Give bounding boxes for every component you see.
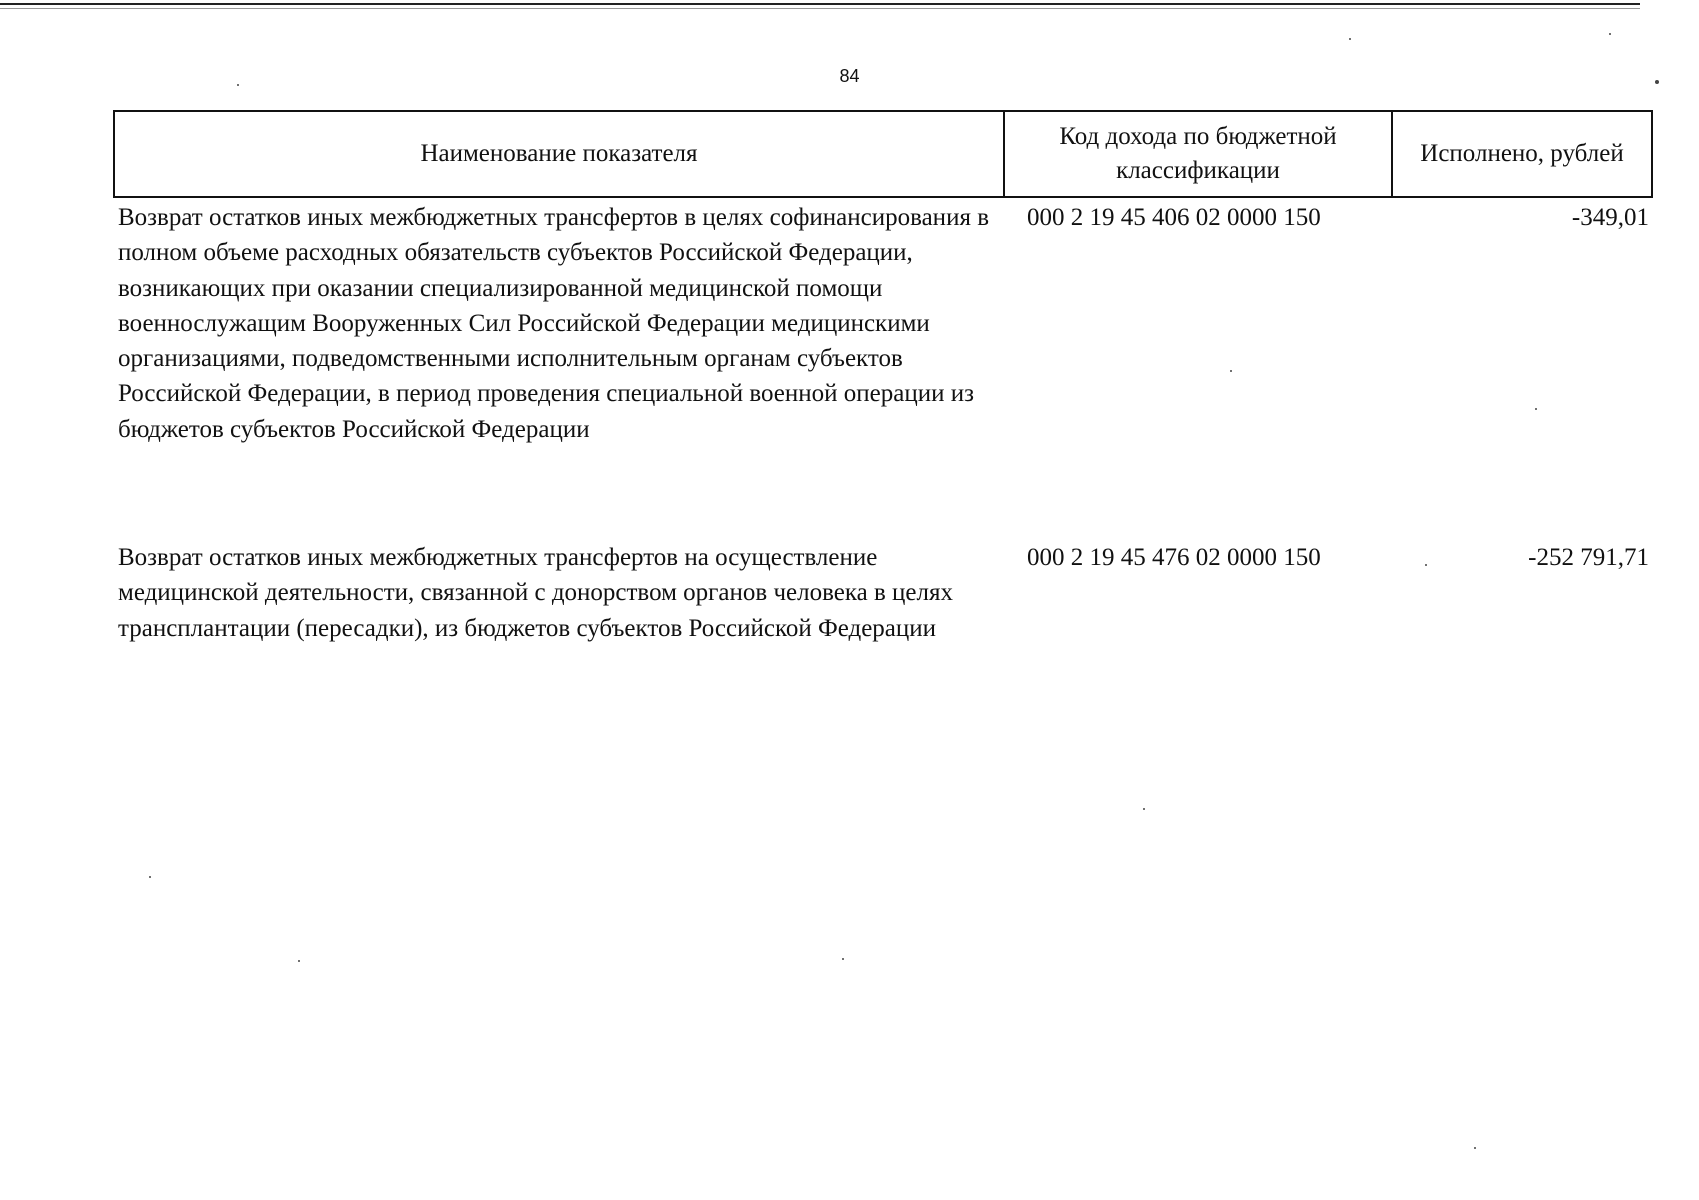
scan-speck (1474, 1147, 1476, 1149)
scan-speck (1425, 564, 1427, 566)
scan-speck (1230, 370, 1232, 372)
row-amount: -252 791,71 (1528, 544, 1649, 571)
header-code: Код дохода по бюджетной классификации (1003, 112, 1391, 196)
scan-speck (1349, 38, 1351, 40)
scan-speck (1609, 33, 1611, 35)
scan-speck (149, 876, 151, 878)
header-amount: Исполнено, рублей (1391, 112, 1651, 196)
page-number: 84 (839, 66, 860, 86)
scan-speck (1535, 408, 1537, 410)
scan-speck (298, 960, 300, 962)
scan-speck (842, 958, 844, 960)
row-code: 000 2 19 45 406 02 0000 150 (1027, 204, 1321, 231)
row-code: 000 2 19 45 476 02 0000 150 (1027, 544, 1321, 571)
scan-speck (1143, 808, 1145, 810)
table-row (113, 200, 1653, 447)
top-border-line-thin (0, 8, 1640, 9)
header-name: Наименование показателя (420, 140, 698, 167)
scan-speck (1655, 80, 1659, 84)
table-header (113, 110, 1653, 198)
row-name: Возврат остатков иных межбюджетных трансфертов в целях софинансирования в полном объеме расходных обязательств субъектов Российской Федерации, возникающих при оказании специализированной медицинской помощи военнослужащим Вооруженных Сил Российской Федерации медицинскими организациями, подведомственными исполнительным органам субъектов Российской Федерации, в период проведения специальной военной операции из бюджетов субъектов Российской Федерации (118, 204, 989, 443)
top-border-line (0, 3, 1640, 5)
table-row (113, 540, 1653, 646)
row-name: Возврат остатков иных межбюджетных трансфертов на осуществление медицинской деятельности, связанной с донорством органов человека в целях трансплантации (пересадки), из бюджетов субъектов Российской Федерации (118, 544, 953, 642)
scan-speck (237, 84, 239, 86)
row-amount: -349,01 (1571, 204, 1649, 231)
